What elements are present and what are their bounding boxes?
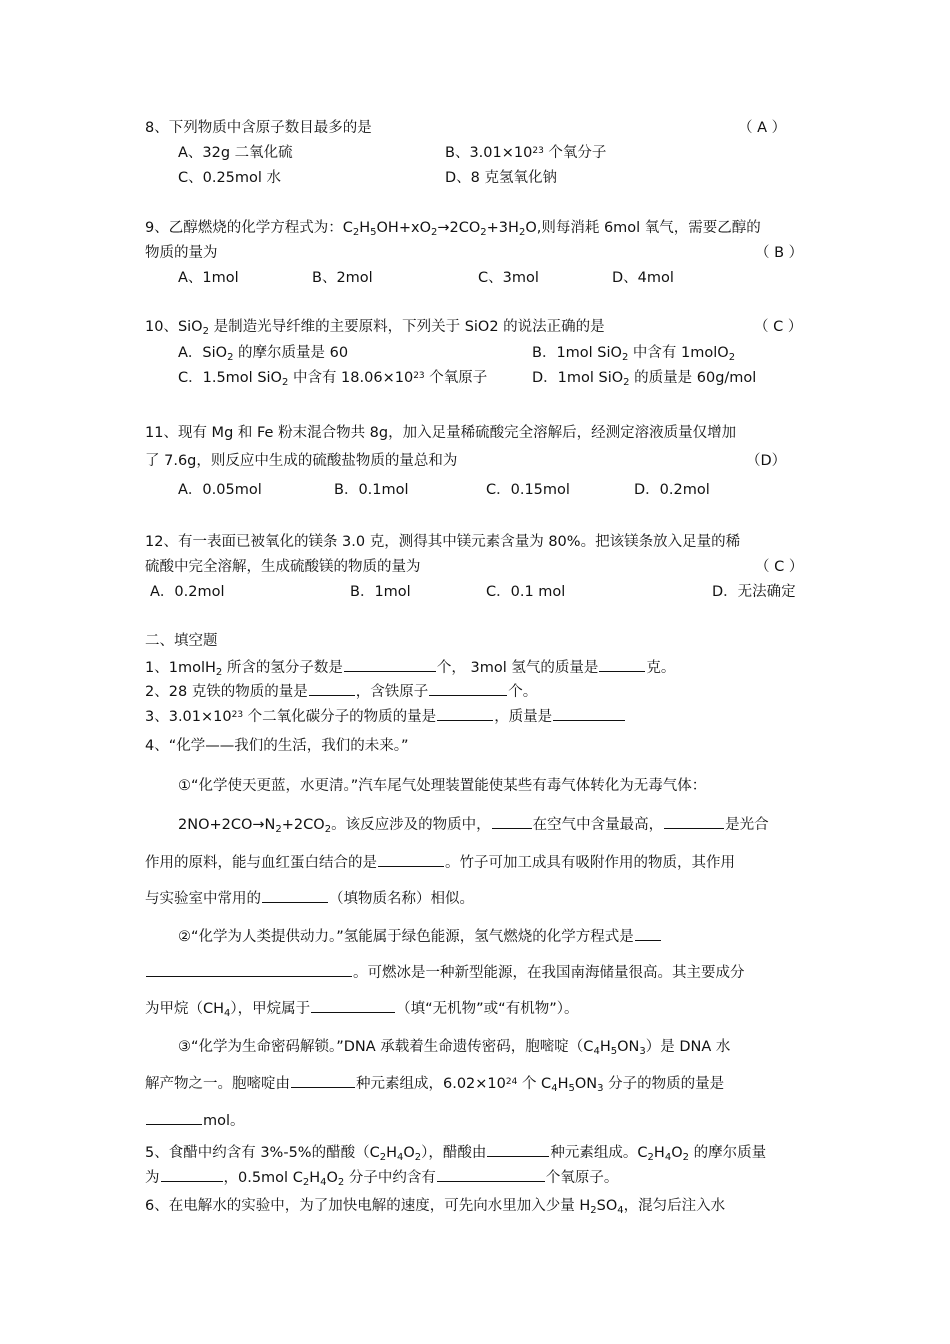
q9-line2: 物质的量为 — [145, 245, 218, 261]
blank-field[interactable] — [378, 852, 444, 867]
q9-line1: 9、乙醇燃烧的化学方程式为：$C_2H_5OH+xO_2\to 2CO_2+3H_2O$,则每消耗 6mol 氧气，需要乙醇的 — [145, 220, 761, 238]
fill-5-line1: 5、食醋中约含有 3%-5%的醋酸$(C_2H_4O_2)$，醋酸由 种元素组成。$C_2H_4O_2$ 的摩尔质量 — [145, 1142, 766, 1163]
blank-field[interactable] — [437, 1167, 545, 1182]
section-title: 二、填空题 — [145, 633, 218, 649]
q10-option-c: C．1.5mol SiO$_2$ 中含有 $18.06\times 10^{23}$ 个氧原子 — [178, 370, 488, 388]
fill-4-p1-line3: 作用的原料，能与血红蛋白结合的是 。竹子可加工成具有吸附作用的物质，其作用 — [145, 852, 735, 873]
fill-1: 1、1molH$_2$ 所含的氢分子数是 个， 3mol 氢气的质量是 克。 — [145, 657, 675, 678]
q8-option-d: D、8 克氢氧化钠 — [445, 170, 557, 186]
q10-option-a: A．SiO$_2$ 的摩尔质量是 60 — [178, 345, 349, 363]
q9-option-c: C、3mol — [478, 270, 539, 286]
blank-field[interactable] — [635, 926, 661, 941]
fill-4-p3-line1: ③“化学为生命密码解锁。”DNA 承载着生命遗传密码，胞嘧啶$(C_4H_5ON_3)$是 DNA 水 — [178, 1039, 731, 1057]
blank-field[interactable] — [664, 814, 724, 829]
fill-4-p1-line2: $2NO+2CO\to N_2+2CO_2$。该反应涉及的物质中， 在空气中含量最高， 是光合 — [178, 814, 769, 835]
q10-option-b: B．1mol SiO$_2$ 中含有 1molO$_2$ — [532, 345, 736, 363]
q11-line1: 11、现有 Mg 和 Fe 粉末混合物共 8g，加入足量稀硫酸完全溶解后，经测定溶液质量仅增加 — [145, 425, 737, 441]
fill-4-p2-line1: ②“化学为人类提供动力。”氢能属于绿色能源，氢气燃烧的化学方程式是 — [178, 926, 662, 947]
blank-field[interactable] — [309, 681, 355, 696]
q8-option-c: C、0.25mol 水 — [178, 170, 282, 186]
q9-option-b: B、2mol — [312, 270, 373, 286]
q9-option-a: A、1mol — [178, 270, 239, 286]
blank-field[interactable] — [311, 998, 395, 1013]
fill-4-p3-line2: 解产物之一。胞嘧啶由 种元素组成，$6.02\times 10^{24}$ 个 $C_4H_5ON_3$ 分子的物质的量是 — [145, 1073, 724, 1094]
blank-field[interactable] — [146, 1110, 202, 1125]
fill-4-p3-line3: mol。 — [145, 1110, 245, 1131]
fill-2: 2、28 克铁的物质的量是 ，含铁原子 个。 — [145, 681, 537, 702]
q11-option-b: B．0.1mol — [334, 482, 409, 498]
blank-field[interactable] — [344, 657, 436, 672]
fill-4-p1-line4: 与实验室中常用的 （填物质名称）相似。 — [145, 888, 474, 909]
q8-option-a: A、32g 二氧化硫 — [178, 145, 293, 161]
blank-field[interactable] — [437, 706, 493, 721]
blank-field[interactable] — [161, 1167, 223, 1182]
fill-4-p1-line1: ①“化学使天更蓝，水更清。”汽车尾气处理装置能使某些有毒气体转化为无毒气体： — [178, 778, 707, 794]
q12-option-c: C．0.1 mol — [486, 584, 566, 600]
blank-field[interactable] — [146, 962, 352, 977]
q8-stem: 8、下列物质中含原子数目最多的是 — [145, 120, 372, 136]
blank-field[interactable] — [487, 1142, 549, 1157]
q12-option-b: B．1mol — [350, 584, 411, 600]
q10-answer: （ C ） — [754, 319, 803, 335]
q11-option-d: D．0.2mol — [634, 482, 710, 498]
q8-answer: （ A ） — [738, 120, 787, 136]
blank-field[interactable] — [429, 681, 507, 696]
q12-option-d: D．无法确定 — [712, 584, 796, 600]
fill-4-title: 4、“化学——我们的生活，我们的未来。” — [145, 738, 409, 754]
fill-6-line1: 6、在电解水的实验中，为了加快电解的速度，可先向水里加入少量 $H_2SO_4$，混匀后注入水 — [145, 1198, 726, 1216]
fill-5-line2: 为 ，0.5mol $C_2H_4O_2$ 分子中约含有 个氧原子。 — [145, 1167, 618, 1188]
q12-option-a: A．0.2mol — [150, 584, 225, 600]
blank-field[interactable] — [262, 888, 328, 903]
fill-3: 3、$3.01\times 10^{23}$ 个二氧化碳分子的物质的量是 ，质量是 — [145, 706, 626, 727]
blank-field[interactable] — [291, 1073, 355, 1088]
blank-field[interactable] — [553, 706, 625, 721]
q10-stem: 10、SiO$_2$ 是制造光导纤维的主要原料，下列关于 SiO2 的说法正确的是 — [145, 319, 605, 337]
q11-option-c: C．0.15mol — [486, 482, 570, 498]
q10-option-d: D．1mol SiO$_2$ 的质量是 60g/mol — [532, 370, 757, 388]
q12-line2: 硫酸中完全溶解，生成硫酸镁的物质的量为 — [145, 559, 421, 575]
blank-field[interactable] — [492, 814, 532, 829]
blank-field[interactable] — [599, 657, 645, 672]
q12-line1: 12、有一表面已被氧化的镁条 3.0 克，测得其中镁元素含量为 80%。把该镁条放入足量的稀 — [145, 534, 741, 550]
fill-4-p2-line3: 为甲烷$(CH_4)$，甲烷属于 （填“无机物”或“有机物”）。 — [145, 998, 578, 1019]
q9-answer: （ B ） — [755, 245, 804, 261]
q9-option-d: D、4mol — [612, 270, 674, 286]
q11-answer: （D） — [746, 453, 787, 469]
q11-line2: 了 7.6g，则反应中生成的硫酸盐物质的量总和为 — [145, 453, 458, 469]
fill-4-p2-line2: 。可燃冰是一种新型能源，在我国南海储量很高。其主要成分 — [145, 962, 745, 983]
q11-option-a: A．0.05mol — [178, 482, 262, 498]
q12-answer: （ C ） — [755, 559, 804, 575]
q8-option-b: B、$3.01\times 10^{23}$ 个氧分子 — [445, 145, 607, 161]
